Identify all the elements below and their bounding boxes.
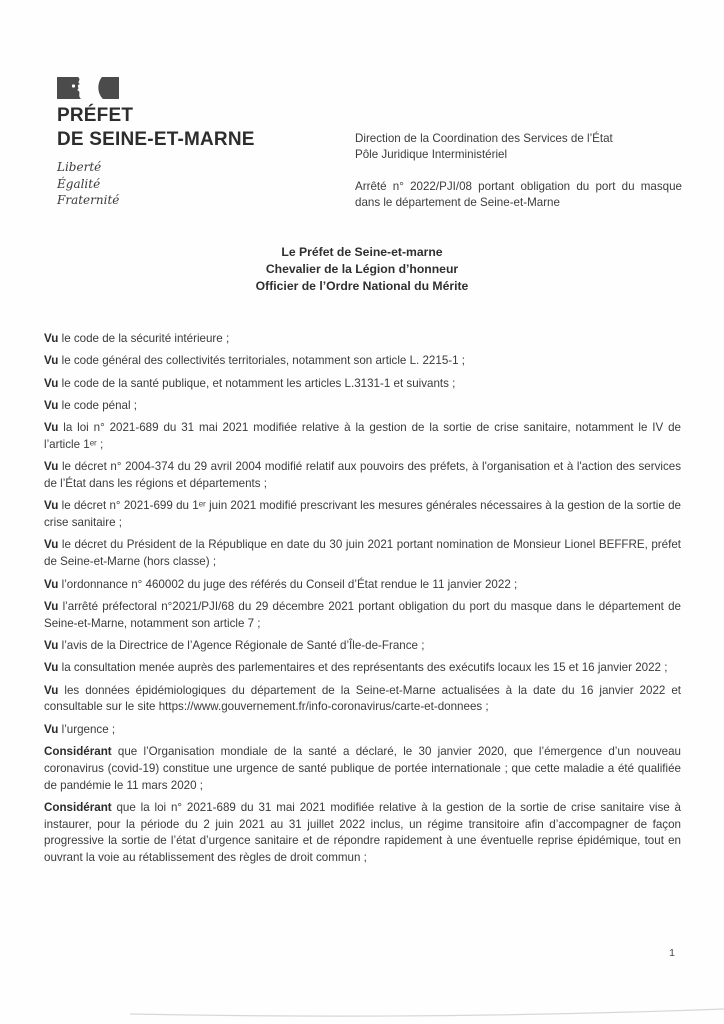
body-paragraph (44, 660, 681, 677)
body-paragraph (44, 744, 681, 794)
paragraph-lead: Vu (44, 638, 59, 652)
scan-shadow-edge (0, 1000, 724, 1024)
paragraph-lead: Vu (44, 354, 59, 368)
paragraph-lead: Vu (44, 376, 59, 390)
paragraph-text: l’arrêté préfectoral n°2021/PJI/68 du 29 décembre 2021 portant obligation du port du masque dans le département de Seine-et-Marne, notamment son article 7 ; (44, 599, 681, 630)
paragraph-text: le décret du Président de la République en date du 30 juin 2021 portant nomination de Monsieur Lionel BEFFRE, préfet de Seine-et-Marne (hors classe) ; (44, 538, 681, 569)
paragraph-text: l’avis de la Directrice de l’Agence Régionale de Santé d’Île-de-France ; (58, 638, 425, 652)
letterhead (57, 77, 255, 209)
paragraph-text: que l’Organisation mondiale de la santé a déclaré, le 30 janvier 2020, que l’émergence d’un nouveau coronavirus (covid-19) constitue une urgence de santé publique de portée internationale ; que cette maladie a été qualifiée de pandémie le 11 mars 2020 ; (44, 744, 681, 792)
arrete-reference: Arrêté n° 2022/PJI/08 portant obligation du port du masque dans le département de Seine-et-Marne (355, 180, 682, 209)
paragraph-lead: Vu (44, 661, 59, 675)
body-paragraph (44, 577, 681, 594)
body-paragraph (44, 722, 681, 739)
header-right (355, 131, 682, 210)
paragraph-text: le code pénal ; (58, 398, 138, 412)
paragraph-lead: Vu (44, 599, 59, 613)
body-paragraph (44, 376, 681, 393)
paragraph-lead: Vu (44, 421, 59, 435)
paragraph-text: l’ordonnance n° 460002 du juge des référés du Conseil d’État rendue le 11 janvier 2022 ; (58, 577, 518, 591)
motto-line: Fraternité (57, 193, 120, 207)
paragraph-text: le décret n° 2004-374 du 29 avril 2004 modifié relatif aux pouvoirs des préfets, à l'organisation et à l'action des services de l’État dans les régions et départements ; (44, 460, 681, 491)
document-title (0, 244, 724, 295)
body-paragraph (44, 599, 681, 633)
paragraph-lead: Considérant (44, 800, 112, 814)
paragraph-text: que la loi n° 2021-689 du 31 mai 2021 modifiée relative à la gestion de la sortie de crise sanitaire vise à instaurer, pour la période du 2 juin 2021 au 31 juillet 2022 inclus, un régime transitoire afin d’accompagner de façon progressive la sortie de l’état d’urgence sanitaire et de répondre rapidement à une éventuelle reprise épidémique, tout en ouvrant la voie au rétablissement des règles de droit commun ; (44, 800, 681, 865)
body-paragraph (44, 459, 681, 493)
paragraph-text: le code général des collectivités territoriales, notamment son article L. 2215-1 ; (58, 354, 466, 368)
agency-name-line1: PRÉFET (57, 105, 134, 126)
paragraph-text: le code de la sécurité intérieure ; (58, 332, 230, 345)
page-number: 1 (669, 947, 675, 959)
paragraph-lead: Vu (44, 722, 59, 736)
paragraph-lead: Vu (44, 398, 59, 412)
paragraph-lead: Vu (44, 332, 59, 345)
body-paragraph (44, 537, 681, 571)
republic-motto (57, 159, 255, 209)
body-paragraph (44, 331, 681, 348)
paragraph-text: le code de la santé publique, et notamment les articles L.3131-1 et suivants ; (58, 376, 456, 390)
direction-name: Direction de la Coordination des Services de l’État (355, 132, 613, 145)
agency-name-line2: DE SEINE-ET-MARNE (57, 129, 255, 150)
paragraph-text: les données épidémiologiques du département de la Seine-et-Marne actualisées à la date du 16 janvier 2022 et consultable sur le site https://www.gouvernement.fr/info-coronavirus/carte-et-donnees ; (44, 683, 681, 714)
marianne-logo-icon (57, 77, 121, 100)
paragraph-text: la consultation menée auprès des parlementaires et des représentants des exécutifs locaux les 15 et 16 janvier 2022 ; (58, 661, 668, 675)
body-paragraph (44, 498, 681, 532)
motto-line: Liberté (57, 160, 102, 174)
paragraph-text: le décret n° 2021-699 du 1ᵉʳ juin 2021 modifié prescrivant les mesures générales nécessaires à la gestion de la sortie de crise sanitaire ; (44, 499, 681, 530)
paragraph-lead: Considérant (44, 744, 112, 758)
paragraph-text: l’urgence ; (58, 722, 116, 736)
motto-line: Égalité (57, 176, 101, 191)
body-paragraph (44, 683, 681, 717)
paragraph-lead: Vu (44, 577, 59, 591)
document-title-line: Le Préfet de Seine-et-marne (281, 245, 443, 259)
body-paragraph (44, 420, 681, 454)
agency-name (57, 104, 255, 152)
paragraph-text: la loi n° 2021-689 du 31 mai 2021 modifiée relative à la gestion de la sortie de crise sanitaire, notamment le IV de l’article 1ᵉʳ ; (44, 421, 681, 451)
document-title-line: Chevalier de la Légion d’honneur (265, 262, 459, 276)
document-title-line: Officier de l’Ordre National du Mérite (255, 279, 469, 293)
body-paragraph (44, 800, 681, 867)
body-paragraph (44, 638, 681, 655)
paragraph-lead: Vu (44, 499, 59, 513)
body-paragraph (44, 398, 681, 415)
paragraph-lead: Vu (44, 538, 59, 552)
body-paragraph (44, 353, 681, 370)
pole-name: Pôle Juridique Interministériel (355, 147, 508, 161)
paragraph-lead: Vu (44, 683, 59, 697)
document-body (44, 331, 681, 873)
paragraph-lead: Vu (44, 460, 59, 474)
